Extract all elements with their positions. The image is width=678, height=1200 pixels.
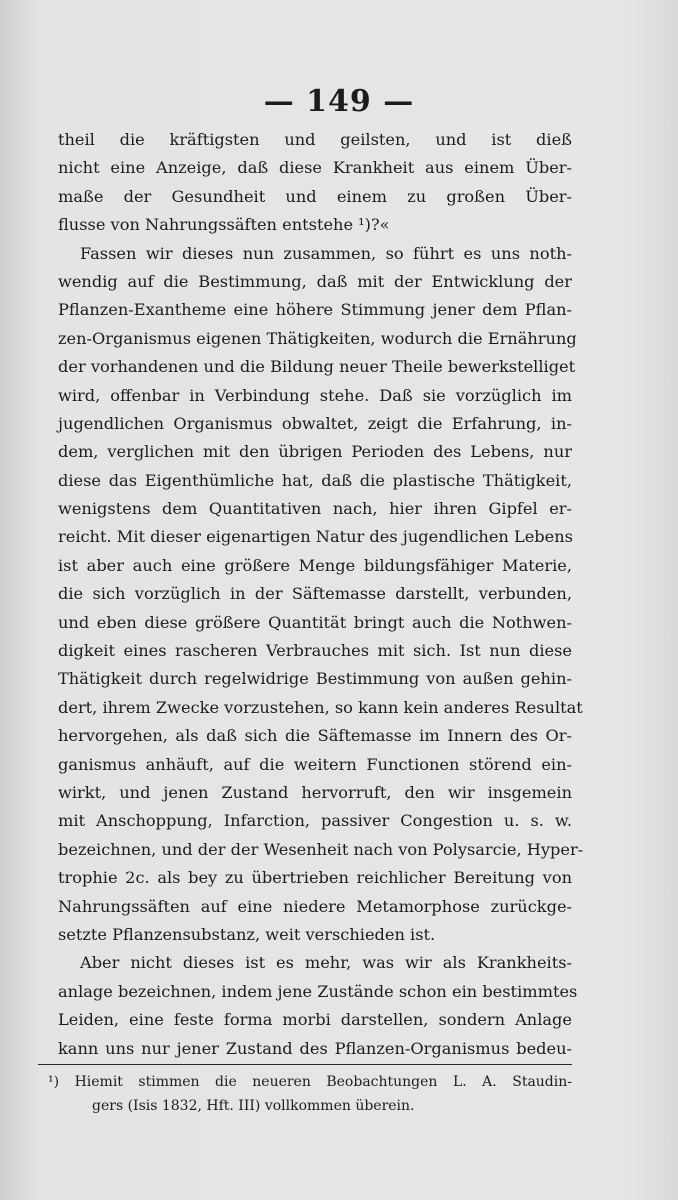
- text-line: theil die kräftigsten und geilsten, und ist dieß: [58, 130, 572, 149]
- text-line: jugendlichen Organismus obwaltet, zeigt die Erfahrung, in-: [58, 413, 572, 433]
- text-line: Nahrungssäften auf eine niedere Metamorphose zurückge-: [58, 896, 572, 916]
- footnote-line: gers (Isis 1832, Hft. III) vollkommen überein.: [92, 1098, 415, 1114]
- text-line: flusse von Nahrungssäften entstehe ¹)?«: [58, 215, 390, 235]
- text-line: anlage bezeichnen, indem jene Zustände schon ein bestimmtes: [58, 981, 578, 1001]
- text-line: setzte Pflanzensubstanz, weit verschieden ist.: [58, 924, 436, 944]
- text-line: Leiden, eine feste forma morbi darstellen, sondern Anlage: [58, 1010, 572, 1030]
- text-line: und eben diese größere Quantität bringt auch die Nothwen-: [58, 612, 572, 632]
- text-line: Thätigkeit durch regelwidrige Bestimmung von außen gehin-: [58, 669, 572, 689]
- paragraph-start-line: Fassen wir dieses nun zusammen, so führt es uns noth-: [80, 243, 572, 263]
- text-line: digkeit eines rascheren Verbrauches mit sich. Ist nun diese: [58, 641, 572, 661]
- text-line: Pflanzen-Exantheme eine höhere Stimmung jener dem Pflan-: [58, 300, 572, 320]
- text-line: der vorhandenen und die Bildung neuer Theile bewerkstelliget: [58, 357, 576, 377]
- text-line: reicht. Mit dieser eigenartigen Natur des jugendlichen Lebens: [58, 527, 573, 547]
- text-line: dert, ihrem Zwecke vorzustehen, so kann kein anderes Resultat: [58, 697, 583, 717]
- text-line: ist aber auch eine größere Menge bildungsfähiger Materie,: [58, 555, 572, 575]
- text-line: bezeichnen, und der der Wesenheit nach von Polysarcie, Hyper-: [58, 839, 584, 859]
- text-line: trophie 2c. als bey zu übertrieben reichlicher Bereitung von: [58, 868, 572, 888]
- text-line: maße der Gesundheit und einem zu großen Über-: [58, 186, 572, 206]
- text-line: dem, verglichen mit den übrigen Perioden des Lebens, nur: [58, 442, 572, 462]
- footnote-line: ¹) Hiemit stimmen die neueren Beobachtungen L. A. Staudin-: [48, 1074, 572, 1090]
- text-line: wendig auf die Bestimmung, daß mit der Entwicklung der: [58, 271, 572, 291]
- text-line: wirkt, und jenen Zustand hervorruft, den wir insgemein: [58, 782, 572, 802]
- footnote: [48, 1070, 572, 1118]
- text-line: nicht eine Anzeige, daß diese Krankheit aus einem Über-: [58, 158, 572, 178]
- text-line: ganismus anhäuft, auf die weitern Functionen störend ein-: [58, 754, 572, 774]
- text-line: zen-Organismus eigenen Thätigkeiten, wodurch die Ernährung: [58, 328, 577, 348]
- paragraph-start-line: Aber nicht dieses ist es mehr, was wir als Krankheits-: [80, 953, 572, 973]
- text-line: wenigstens dem Quantitativen nach, hier ihren Gipfel er-: [58, 499, 572, 519]
- text-line: wird, offenbar in Verbindung stehe. Daß sie vorzüglich im: [58, 385, 572, 405]
- body-text: [58, 126, 584, 1063]
- footnote-separator: [38, 1064, 572, 1065]
- text-line: kann uns nur jener Zustand des Pflanzen-Organismus bedeu-: [58, 1038, 572, 1058]
- text-line: diese das Eigenthümliche hat, daß die plastische Thätigkeit,: [58, 470, 572, 490]
- text-line: die sich vorzüglich in der Säftemasse darstellt, verbunden,: [58, 584, 572, 604]
- page-number-header: — 149 —: [263, 84, 415, 119]
- text-line: hervorgehen, als daß sich die Säftemasse im Innern des Or-: [58, 726, 572, 746]
- text-line: mit Anschoppung, Infarction, passiver Congestion u. s. w.: [58, 811, 572, 831]
